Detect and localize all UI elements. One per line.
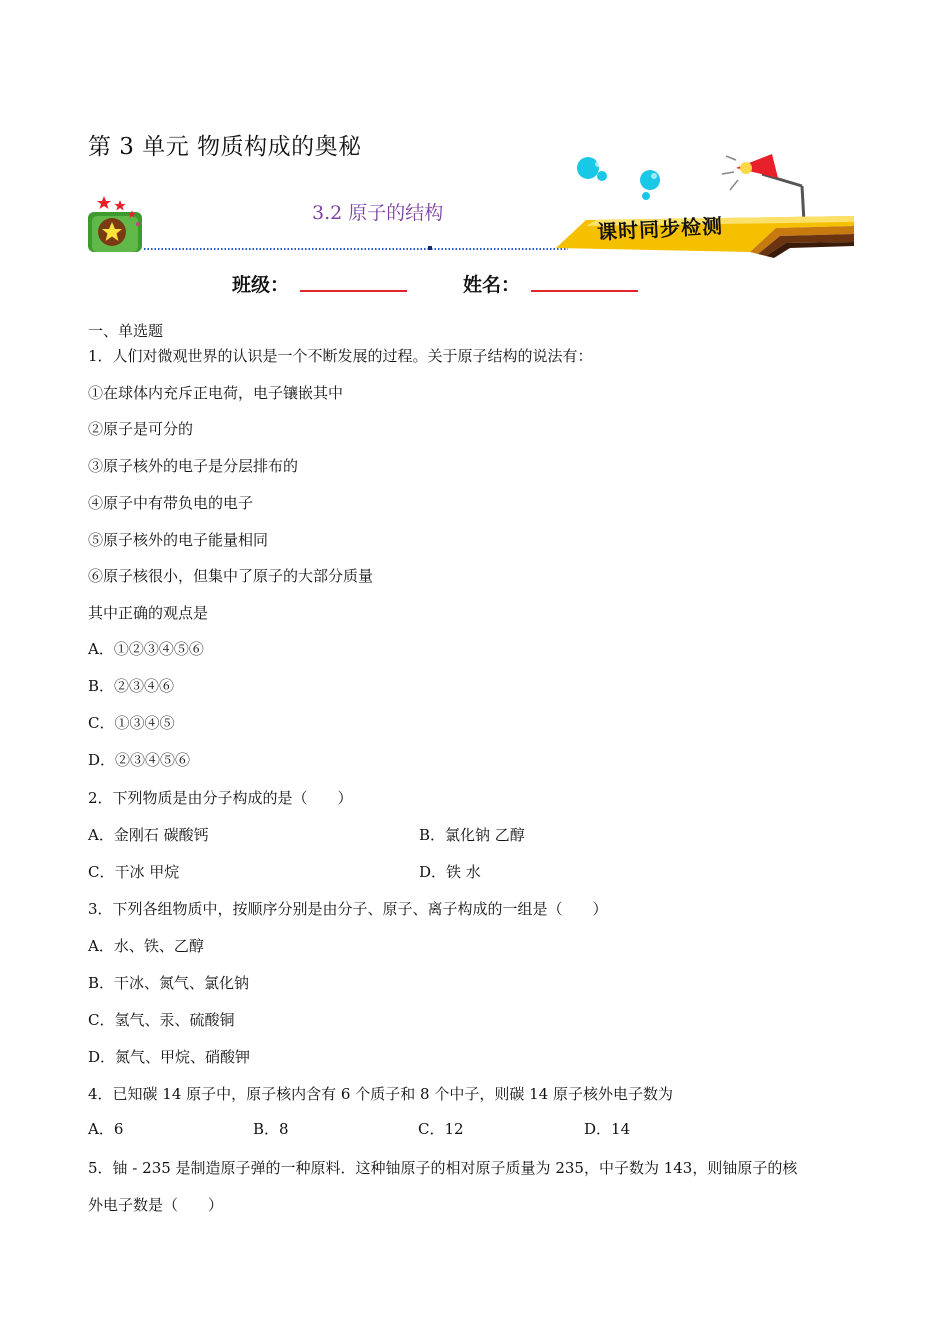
q4-option-d[interactable]: D．14 xyxy=(584,1120,631,1138)
question-5-stem: 5．铀 - 235 是制造原子弹的一种原料．这种铀原子的相对原子质量为 235，中子数为 143，则铀原子的核 xyxy=(88,1159,798,1177)
q3-option-d[interactable]: D．氮气、甲烷、硝酸钾 xyxy=(88,1048,251,1066)
section-heading: 一、单选题 xyxy=(88,322,164,340)
q3-option-c[interactable]: C．氢气、汞、硫酸铜 xyxy=(88,1011,235,1029)
q4-option-b[interactable]: B．8 xyxy=(253,1120,289,1138)
name-label: 姓名： xyxy=(463,274,521,296)
q1-statement: ②原子是可分的 xyxy=(88,420,194,438)
section-title: 3.2 原子的结构 xyxy=(312,202,444,224)
q1-option-d[interactable]: D．②③④⑤⑥ xyxy=(88,751,191,769)
question-4-stem: 4．已知碳 14 原子中，原子核内含有 6 个质子和 8 个中子，则碳 14 原子核外电子数为 xyxy=(88,1085,673,1103)
badge-text: 课时同步检测 xyxy=(596,213,724,245)
q2-option-c[interactable]: C．干冰 甲烷 xyxy=(88,863,180,881)
question-2-stem: 2．下列物质是由分子构成的是（ ） xyxy=(88,789,353,807)
question-3-stem: 3．下列各组物质中，按顺序分别是由分子、原子、离子构成的一组是（ ） xyxy=(88,900,608,918)
bubble-icon xyxy=(577,157,660,200)
header-banner xyxy=(86,150,858,260)
q1-statement: ⑥原子核很小，但集中了原子的大部分质量 xyxy=(88,567,374,585)
q1-statement: ④原子中有带负电的电子 xyxy=(88,494,254,512)
q2-option-d[interactable]: D．铁 水 xyxy=(419,863,481,881)
q1-prompt: 其中正确的观点是 xyxy=(88,604,209,622)
q1-option-a[interactable]: A．①②③④⑤⑥ xyxy=(88,640,204,658)
q3-option-a[interactable]: A．水、铁、乙醇 xyxy=(88,937,204,955)
q3-option-b[interactable]: B．干冰、氮气、氯化钠 xyxy=(88,974,250,992)
desk-lamp-icon xyxy=(722,154,804,222)
name-answer-line[interactable] xyxy=(531,290,638,292)
q4-option-a[interactable]: A．6 xyxy=(88,1120,124,1138)
q1-statement: ①在球体内充斥正电荷，电子镶嵌其中 xyxy=(88,384,344,402)
star-badge-icon xyxy=(88,196,142,252)
class-answer-line[interactable] xyxy=(300,290,407,292)
unit-title: 第 3 单元 物质构成的奥秘 xyxy=(88,134,362,160)
question-1-stem: 1．人们对微观世界的认识是一个不断发展的过程。关于原子结构的说法有： xyxy=(88,347,593,365)
q2-option-a[interactable]: A．金刚石 碳酸钙 xyxy=(88,826,209,844)
q1-option-b[interactable]: B．②③④⑥ xyxy=(88,677,175,695)
q1-statement: ⑤原子核外的电子能量相同 xyxy=(88,531,269,549)
class-label: 班级： xyxy=(232,274,290,296)
q1-statement: ③原子核外的电子是分层排布的 xyxy=(88,457,299,475)
question-5-stem-cont: 外电子数是（ ） xyxy=(88,1196,224,1214)
q1-option-c[interactable]: C．①③④⑤ xyxy=(88,714,175,732)
q2-option-b[interactable]: B．氯化钠 乙醇 xyxy=(419,826,525,844)
q4-option-c[interactable]: C．12 xyxy=(418,1120,464,1138)
